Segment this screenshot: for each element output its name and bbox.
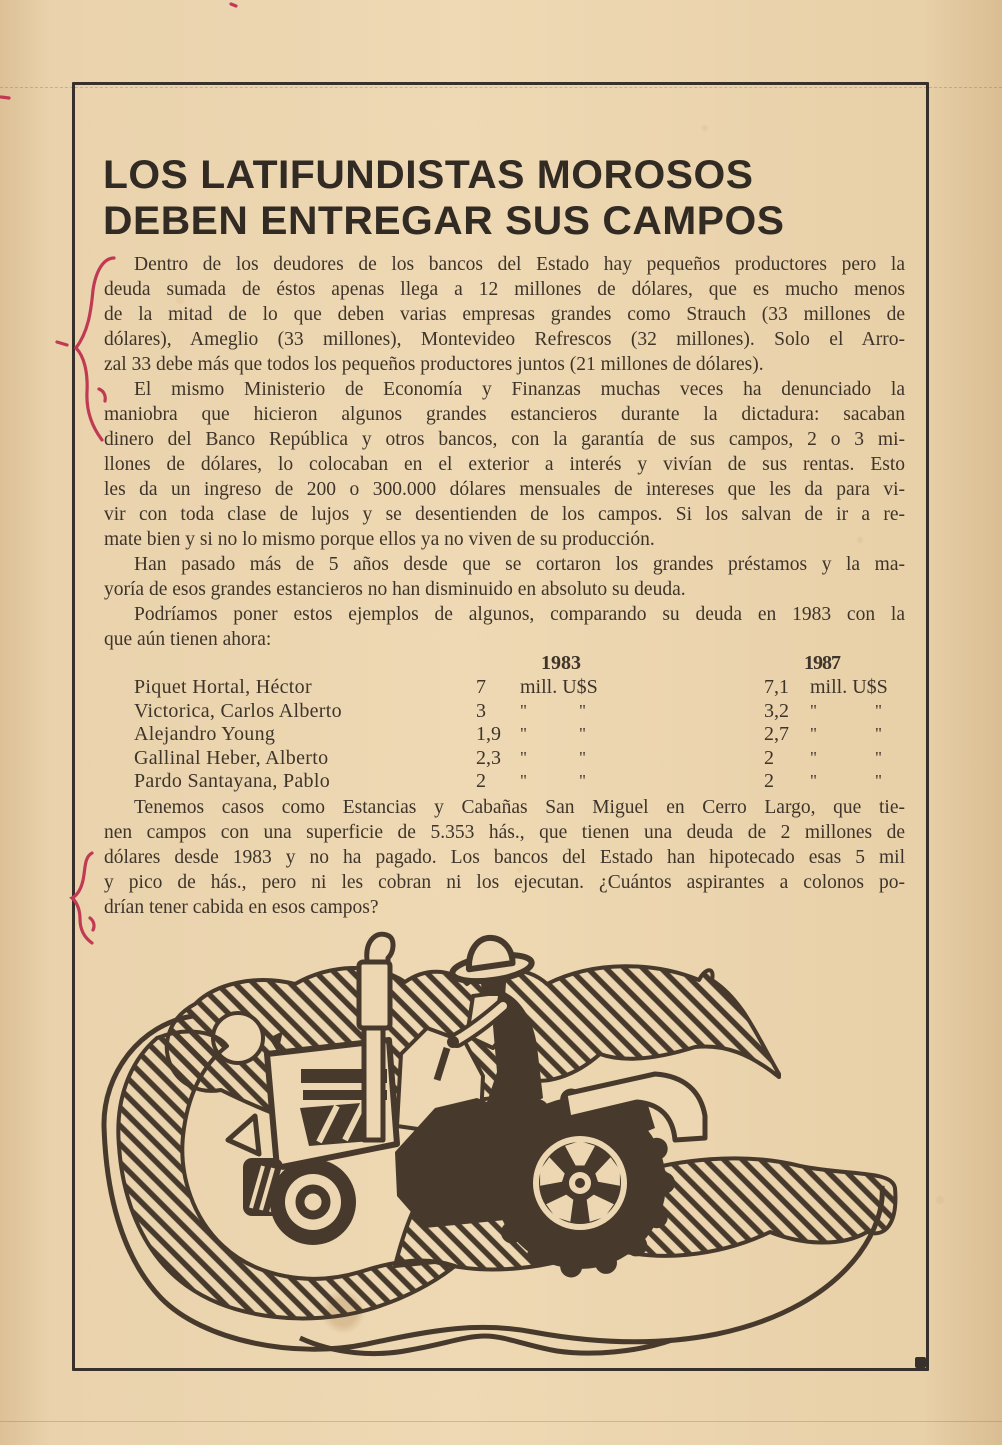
debt-1983-unit: mill. U$S	[520, 676, 598, 698]
ditto-mark: "	[578, 700, 586, 720]
text-line: Dentro de los deudores de los bancos del Estado hay pequeños productores pero la	[134, 254, 905, 275]
debtor-name: Pardo Santayana, Pablo	[134, 770, 331, 792]
ditto-mark: "	[578, 724, 586, 743]
front-rim	[285, 1174, 341, 1230]
exhaust-pipe	[364, 1028, 383, 1140]
front-wheel	[270, 1159, 356, 1245]
debt-1987-value: 2	[764, 770, 774, 792]
text-line: zal 33 debe más que todos los pequeños productores juntos (21 millones de dólares).	[104, 354, 764, 375]
title-line-2: DEBEN ENTREGAR SUS CAMPOS	[103, 199, 785, 243]
ditto-marks	[810, 700, 882, 721]
ditto-mark: "	[874, 747, 882, 767]
red-speck-top	[231, 4, 236, 6]
front-bumper	[228, 1116, 259, 1154]
text-line: yoría de esos grandes estancieros no han disminuido en absoluto su deuda.	[104, 579, 686, 600]
debt-1987-unit: mill. U$S	[810, 676, 888, 698]
debtor-name: Alejandro Young	[134, 723, 276, 745]
ditto-marks	[520, 700, 586, 721]
ditto-marks	[810, 747, 882, 768]
text-line: que aún tienen ahora:	[104, 629, 272, 650]
text-line: maniobra que hicieron algunos grandes estancieros durante la dictadura: sacaban	[104, 404, 905, 425]
ditto-marks	[810, 770, 882, 791]
debt-1983-value: 2,3	[476, 746, 501, 769]
text-line: nen campos con una superficie de 5.353 hás., que tienen una deuda de 2 millones de	[104, 822, 905, 843]
text-line: El mismo Ministerio de Economía y Finanzas muchas veces ha denunciado la	[134, 379, 905, 400]
text-line: mate bien y si no lo mismo porque ellos ya no viven de su producción.	[104, 529, 655, 550]
paragraph	[104, 252, 905, 377]
paragraph	[104, 602, 905, 652]
paragraph	[104, 552, 905, 602]
text-line: vir con toda clase de lujos y se desentienden de los campos. Si los salvan de ir a re-	[104, 504, 905, 525]
text-line: Han pasado más de 5 años desde que se cortaron los grandes préstamos y la ma-	[134, 554, 905, 575]
debt-1987-value: 7,1	[764, 676, 789, 698]
article-body	[104, 252, 905, 652]
article-title	[103, 152, 784, 244]
paragraph	[104, 795, 905, 920]
ditto-mark: "	[874, 700, 882, 720]
text-line: dólares desde 1983 y no ha pagado. Los bancos del Estado han hipotecado esas 5 mil	[104, 847, 905, 868]
table-row	[104, 723, 905, 747]
frame-corner-ink-blob	[915, 1357, 926, 1368]
debtor-name: Piquet Hortal, Héctor	[134, 676, 312, 698]
text-line: Tenemos casos como Estancias y Cabañas San Miguel en Cerro Largo, que tie-	[134, 797, 905, 818]
debt-1983-value: 1,9	[476, 723, 501, 745]
ditto-mark: "	[578, 747, 586, 767]
debt-1983-value: 3	[476, 699, 486, 722]
tractor-illustration	[95, 926, 905, 1363]
ditto-marks	[520, 747, 586, 768]
red-speck-edge	[1, 97, 9, 98]
text-line: les da un ingreso de 200 o 300.000 dólares mensuales de intereses que les da para vi-	[104, 479, 905, 500]
debt-1983-value: 2	[476, 770, 486, 792]
text-line: drían tener cabida en esos campos?	[104, 897, 379, 918]
ditto-marks	[810, 723, 882, 744]
ditto-mark: "	[578, 771, 586, 790]
table-header-row	[104, 652, 905, 676]
debt-1987-value: 2,7	[764, 723, 789, 745]
text-line: llones de dólares, lo colocaban en el exterior a interés y vivían de sus rentas. Esto	[104, 454, 905, 475]
rear-hub-dot	[575, 1178, 585, 1188]
debt-1987-value: 2	[764, 746, 774, 769]
debtor-name: Gallinal Heber, Alberto	[134, 746, 329, 769]
ditto-mark: "	[810, 747, 817, 767]
table-body	[104, 676, 905, 794]
ditto-mark: "	[874, 771, 882, 790]
text-line: y pico de hás., pero ni les cobran ni los ejecutan. ¿Cuántos aspirantes a colonos po-	[104, 872, 905, 893]
column-header-1987: 1987	[804, 652, 840, 674]
driver-hand	[447, 1036, 459, 1048]
exhaust-muffler	[359, 962, 390, 1028]
text-line: Podríamos poner estos ejemplos de algunos, comparando su deuda en 1983 con la	[134, 604, 905, 625]
table-row	[104, 700, 905, 724]
debt-1983-value: 7	[476, 676, 486, 698]
farmer-hat-crown	[465, 935, 513, 969]
ditto-marks	[520, 723, 586, 744]
ditto-mark: "	[520, 700, 527, 720]
debt-comparison-table	[104, 652, 905, 794]
text-line: dólares), Ameglio (33 millones), Montevideo Refrescos (32 millones). Solo el Arro-	[104, 329, 905, 350]
article-closing	[104, 795, 905, 920]
text-line: deuda sumada de éstos apenas llega a 12 millones de dólares, que es mucho menos	[104, 279, 905, 300]
text-line: de la mitad de lo que deben varias empresas grandes como Strauch (33 millones de	[104, 304, 905, 325]
scan-crease-line-bottom	[0, 1421, 1002, 1422]
ditto-mark: "	[520, 771, 527, 790]
column-header-1983: 1983	[541, 652, 581, 674]
debt-1987-value: 3,2	[764, 699, 789, 722]
table-row	[104, 676, 905, 700]
ditto-mark: "	[874, 724, 882, 743]
table-row	[104, 747, 905, 771]
ditto-mark: "	[520, 747, 527, 767]
text-line: dinero del Banco República y otros bancos, con la garantía de sus campos, 2 o 3 mi-	[104, 429, 905, 450]
ditto-mark: "	[520, 724, 527, 743]
debtor-name: Victorica, Carlos Alberto	[134, 699, 342, 722]
margin-dash	[57, 342, 67, 345]
table-row	[104, 770, 905, 794]
title-line-1: LOS LATIFUNDISTAS MOROSOS	[103, 153, 754, 197]
paragraph	[104, 377, 905, 552]
ditto-mark: "	[810, 771, 817, 790]
ditto-mark: "	[810, 724, 817, 743]
ditto-marks	[520, 770, 586, 791]
ditto-mark: "	[810, 700, 817, 720]
